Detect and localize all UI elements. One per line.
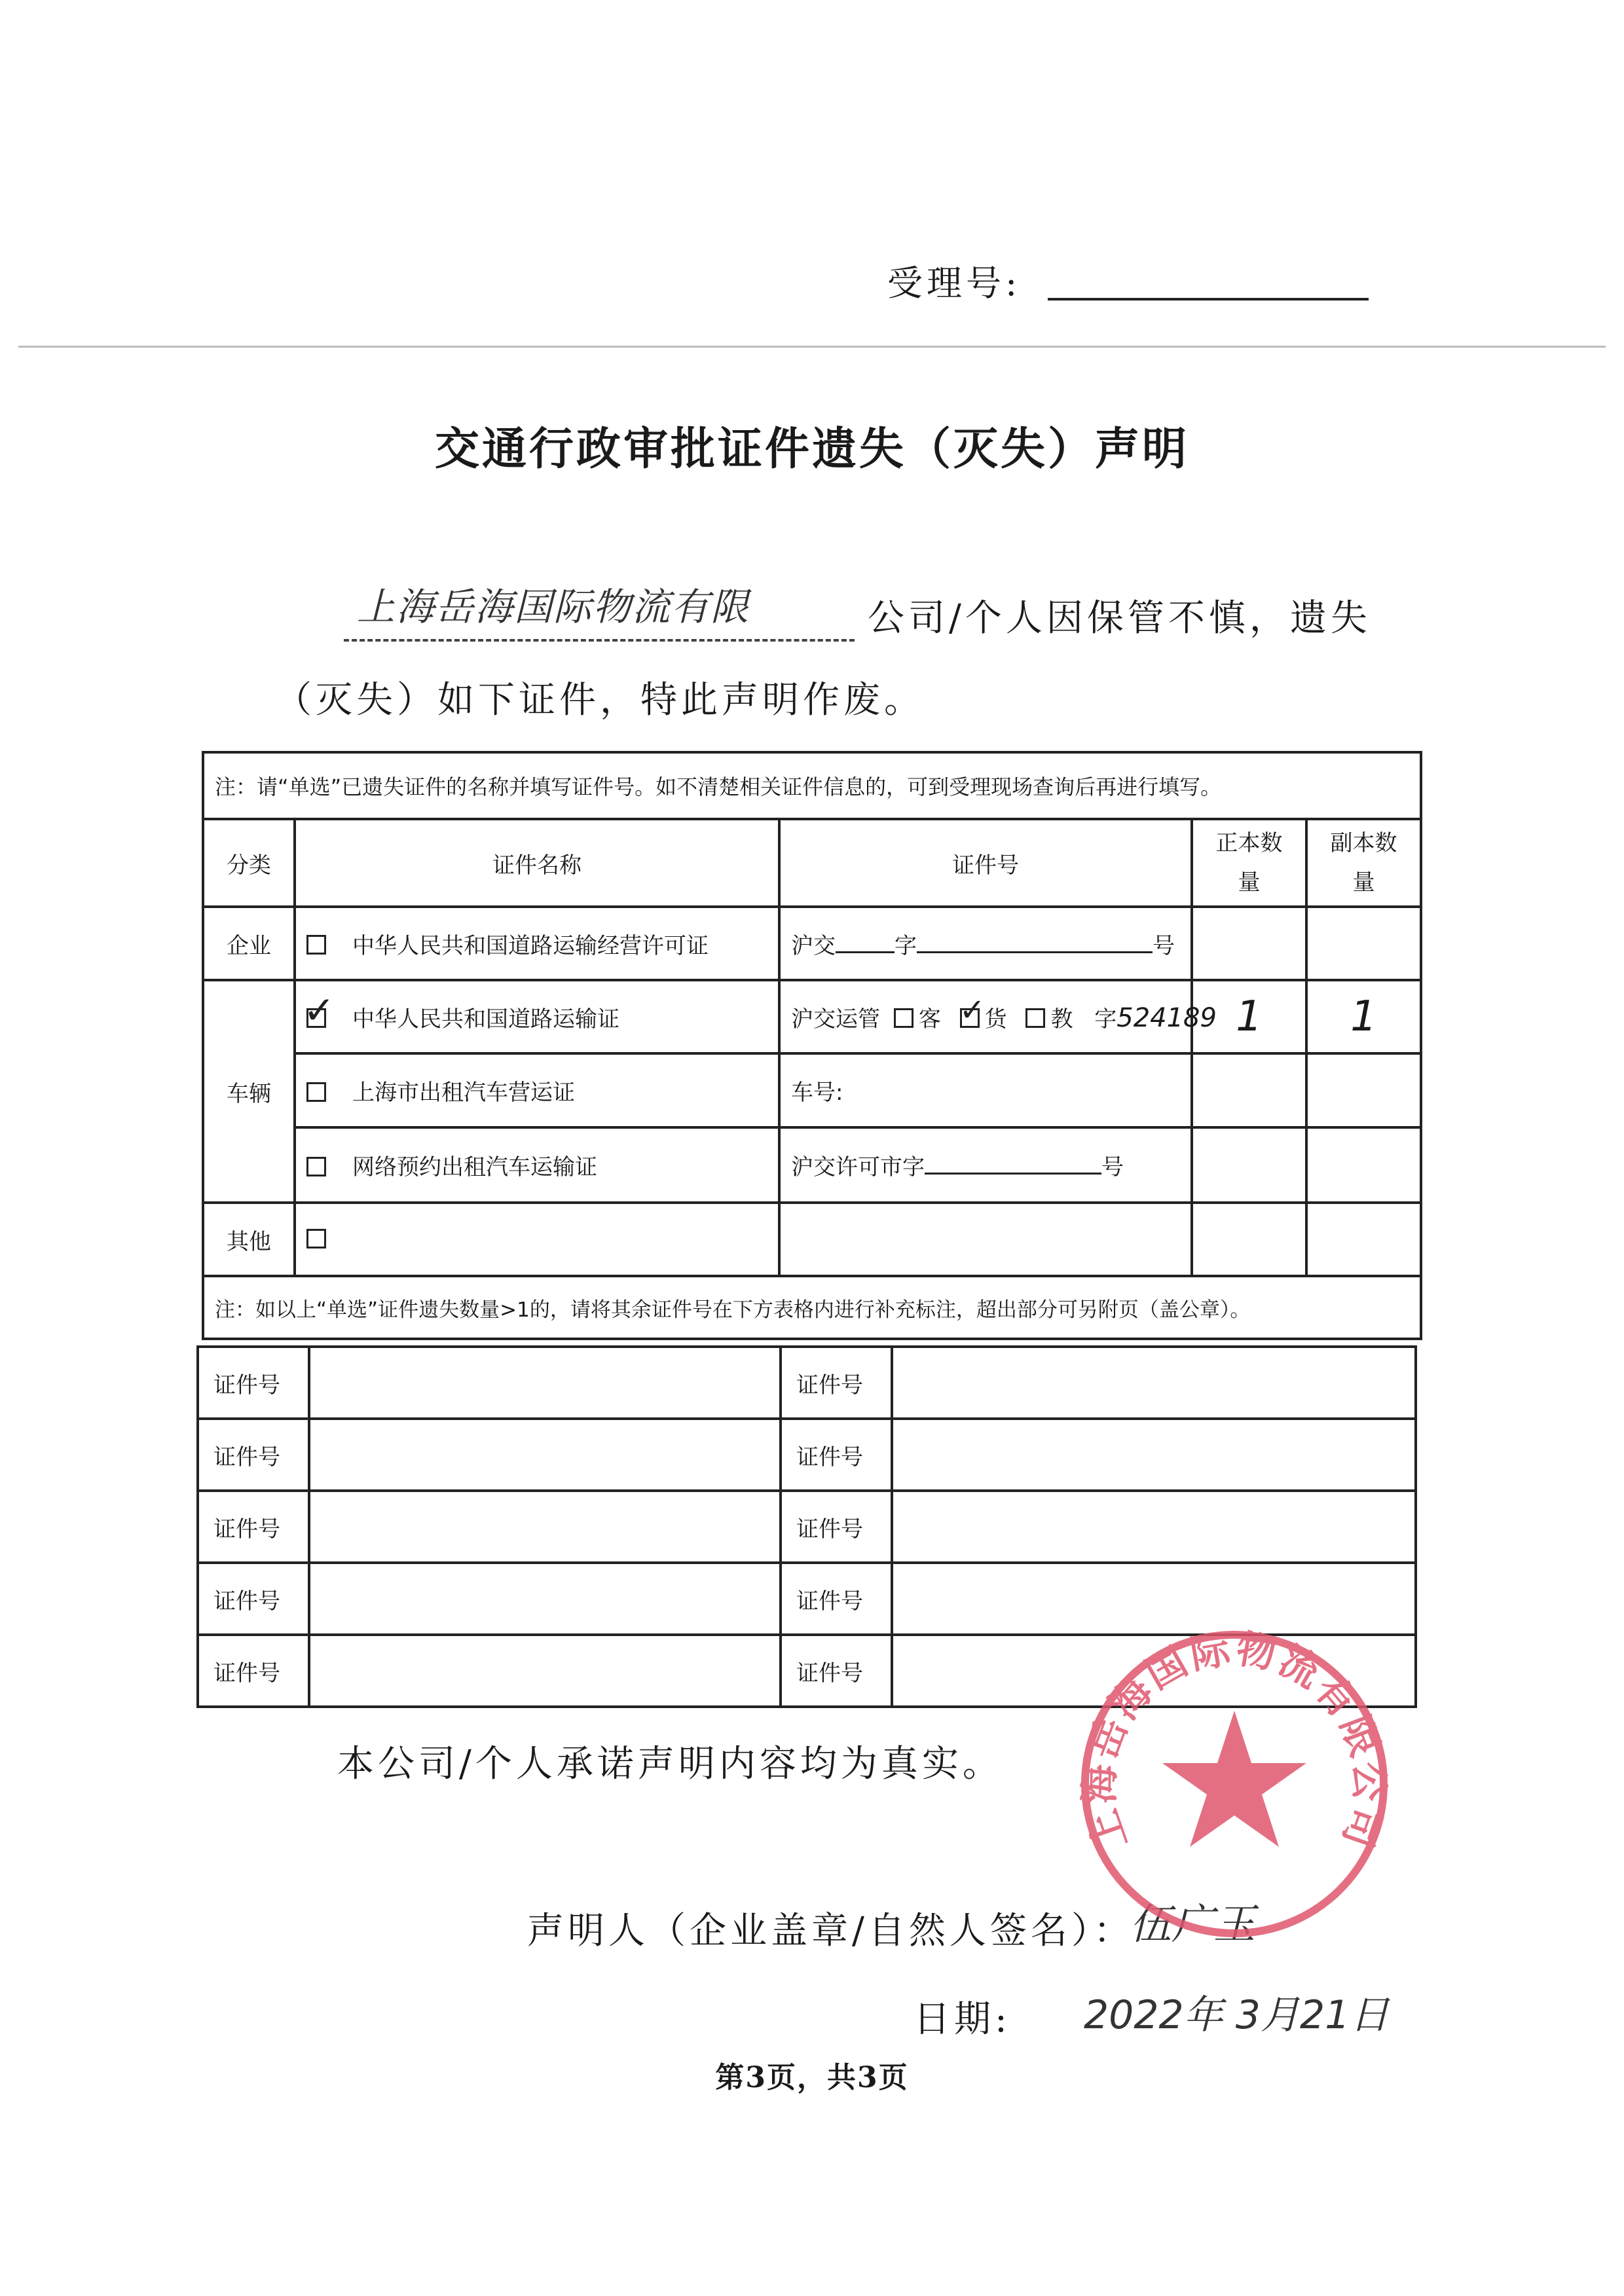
check-icon: ✓: [303, 988, 335, 1032]
supplement-field[interactable]: [309, 1563, 781, 1635]
copy-qty-enterprise[interactable]: [1306, 907, 1421, 980]
cert-name-vehicle-transport: 中华人民共和国道路运输证: [352, 1006, 619, 1032]
table-note-top: 注：请“单选”已遗失证件的名称并填写证件号。如不清楚相关证件信息的，可到受理现场查询后再进行填写。: [203, 752, 1421, 819]
copy-qty-taxi[interactable]: [1306, 1053, 1421, 1127]
option-teaching-label: 教: [1050, 1006, 1073, 1032]
seal-text: 上海岳海国际物流有限公司: [1077, 1627, 1392, 1856]
category-vehicle: 车辆: [203, 980, 295, 1203]
blank-field[interactable]: [925, 1173, 1101, 1175]
supplement-label: 证件号: [781, 1635, 892, 1707]
category-other: 其他: [203, 1203, 295, 1276]
checkbox-vehicle-transport[interactable]: [303, 988, 335, 1032]
supplement-label: 证件号: [198, 1563, 309, 1635]
promise-statement: 本公司/个人承诺声明内容均为真实。: [337, 1743, 1003, 1785]
company-seal-icon: [1077, 1627, 1392, 1941]
cert-no-ride-hailing: [779, 1127, 1192, 1203]
blank-field[interactable]: [917, 951, 1153, 953]
table-note-bottom: 注：如以上“单选”证件遗失数量>1的，请将其余证件号在下方表格内进行补充标注，超出部分可另附页（盖公章）。: [203, 1276, 1421, 1339]
original-qty-taxi[interactable]: [1192, 1053, 1306, 1127]
checkbox-passenger[interactable]: [894, 1008, 913, 1028]
supplement-label: 证件号: [198, 1635, 309, 1707]
top-divider: [18, 346, 1606, 348]
supplement-field[interactable]: [892, 1419, 1416, 1491]
original-qty-enterprise[interactable]: [1192, 907, 1306, 980]
cert-no-vehicle-transport: [779, 980, 1217, 1053]
receipt-number-label: 受理号:: [887, 263, 1022, 304]
checkbox-other[interactable]: [306, 1229, 326, 1248]
cert-no-prefix: 沪交运管: [791, 1006, 880, 1032]
table-row: [198, 1563, 1416, 1635]
company-name-handwritten: 上海岳海国际物流有限: [357, 585, 750, 629]
cert-option-other[interactable]: [295, 1203, 779, 1276]
supplement-field[interactable]: [309, 1419, 781, 1491]
cert-option-ride-hailing[interactable]: [295, 1127, 779, 1203]
statement-line-1-text: 公司/个人因保管不慎，遗失: [868, 597, 1371, 640]
supplement-label: 证件号: [781, 1491, 892, 1563]
cert-option-taxi[interactable]: [295, 1053, 779, 1127]
header-original-qty: 正本数量: [1192, 819, 1306, 907]
cert-name-enterprise: 中华人民共和国道路运输经营许可证: [352, 932, 709, 959]
supplement-label: 证件号: [781, 1347, 892, 1419]
plate-label: 车号:: [791, 1080, 843, 1106]
seal-star-icon: [1162, 1711, 1306, 1847]
option-cargo-label: 货: [984, 1006, 1007, 1032]
cert-no-mid: 字: [1094, 1006, 1117, 1032]
lost-certificate-table: [202, 751, 1422, 1340]
cert-no-enterprise: [779, 907, 1192, 980]
table-row: [203, 1203, 1421, 1276]
supplement-field[interactable]: [309, 1491, 781, 1563]
cert-name-ride-hailing: 网络预约出租汽车运输证: [352, 1154, 597, 1180]
header-copy-qty: 副本数量: [1306, 819, 1421, 907]
header-cert-name: 证件名称: [295, 819, 779, 907]
header-category: 分类: [203, 819, 295, 907]
copy-qty-other[interactable]: [1306, 1203, 1421, 1276]
cert-no-suffix: 号: [1101, 1154, 1124, 1180]
supplement-field[interactable]: [892, 1347, 1416, 1419]
cert-no-prefix: 沪交: [791, 932, 836, 959]
cert-option-vehicle-transport[interactable]: [295, 980, 779, 1053]
supplement-label: 证件号: [198, 1347, 309, 1419]
table-row: [198, 1491, 1416, 1563]
supplement-field[interactable]: [892, 1563, 1416, 1635]
header-cert-no: 证件号: [779, 819, 1192, 907]
original-qty-ride-hailing[interactable]: [1192, 1127, 1306, 1203]
supplement-label: 证件号: [781, 1419, 892, 1491]
page-number: 第3页，共3页: [715, 2061, 909, 2094]
cert-no-taxi: [779, 1053, 1192, 1127]
original-qty-vehicle-transport[interactable]: 1: [1192, 980, 1306, 1053]
check-icon: ✓: [959, 992, 986, 1029]
checkbox-cargo[interactable]: [959, 992, 986, 1029]
cert-no-suffix: 号: [1153, 932, 1175, 959]
table-row: [198, 1419, 1416, 1491]
blank-field[interactable]: [836, 951, 895, 953]
date-label: 日期:: [913, 1998, 1011, 2041]
document-title: 交通行政审批证件遗失（灭失）声明: [434, 423, 1189, 475]
table-row: [203, 1127, 1421, 1203]
supplement-label: 证件号: [781, 1563, 892, 1635]
supplement-field[interactable]: [892, 1491, 1416, 1563]
checkbox-taxi[interactable]: [306, 1082, 326, 1102]
statement-line-2: （灭失）如下证件，特此声明作废。: [275, 679, 925, 721]
supplement-field[interactable]: [309, 1347, 781, 1419]
table-row: [203, 980, 1421, 1053]
company-name-field[interactable]: [344, 585, 855, 642]
checkbox-enterprise[interactable]: [306, 935, 326, 955]
receipt-number-field[interactable]: [1048, 298, 1369, 301]
copy-qty-ride-hailing[interactable]: [1306, 1127, 1421, 1203]
supplement-field[interactable]: [309, 1635, 781, 1707]
signer-label: 声明人（企业盖章/自然人签名）：: [527, 1910, 1134, 1952]
cert-no-mid: 字: [895, 932, 917, 959]
cert-no-other[interactable]: [779, 1203, 1192, 1276]
supplement-label: 证件号: [198, 1419, 309, 1491]
date-handwritten: 2022年 3月21日: [1084, 1992, 1390, 2038]
cert-no-value: 524189: [1116, 1002, 1217, 1033]
original-qty-other[interactable]: [1192, 1203, 1306, 1276]
handwritten-signature: 伍广玉: [1130, 1901, 1255, 1949]
statement-line-1: [344, 585, 1378, 642]
checkbox-teaching[interactable]: [1025, 1008, 1045, 1028]
checkbox-ride-hailing[interactable]: [306, 1157, 326, 1176]
table-row: [203, 1053, 1421, 1127]
supplement-label: 证件号: [198, 1491, 309, 1563]
cert-option-enterprise[interactable]: [295, 907, 779, 980]
table-row: [203, 907, 1421, 980]
category-enterprise: 企业: [203, 907, 295, 980]
copy-qty-vehicle-transport[interactable]: 1: [1306, 980, 1421, 1053]
cert-name-taxi: 上海市出租汽车营运证: [352, 1080, 575, 1106]
table-row: [198, 1347, 1416, 1419]
option-passenger-label: 客: [918, 1006, 941, 1032]
cert-no-prefix: 沪交许可市字: [791, 1154, 925, 1180]
